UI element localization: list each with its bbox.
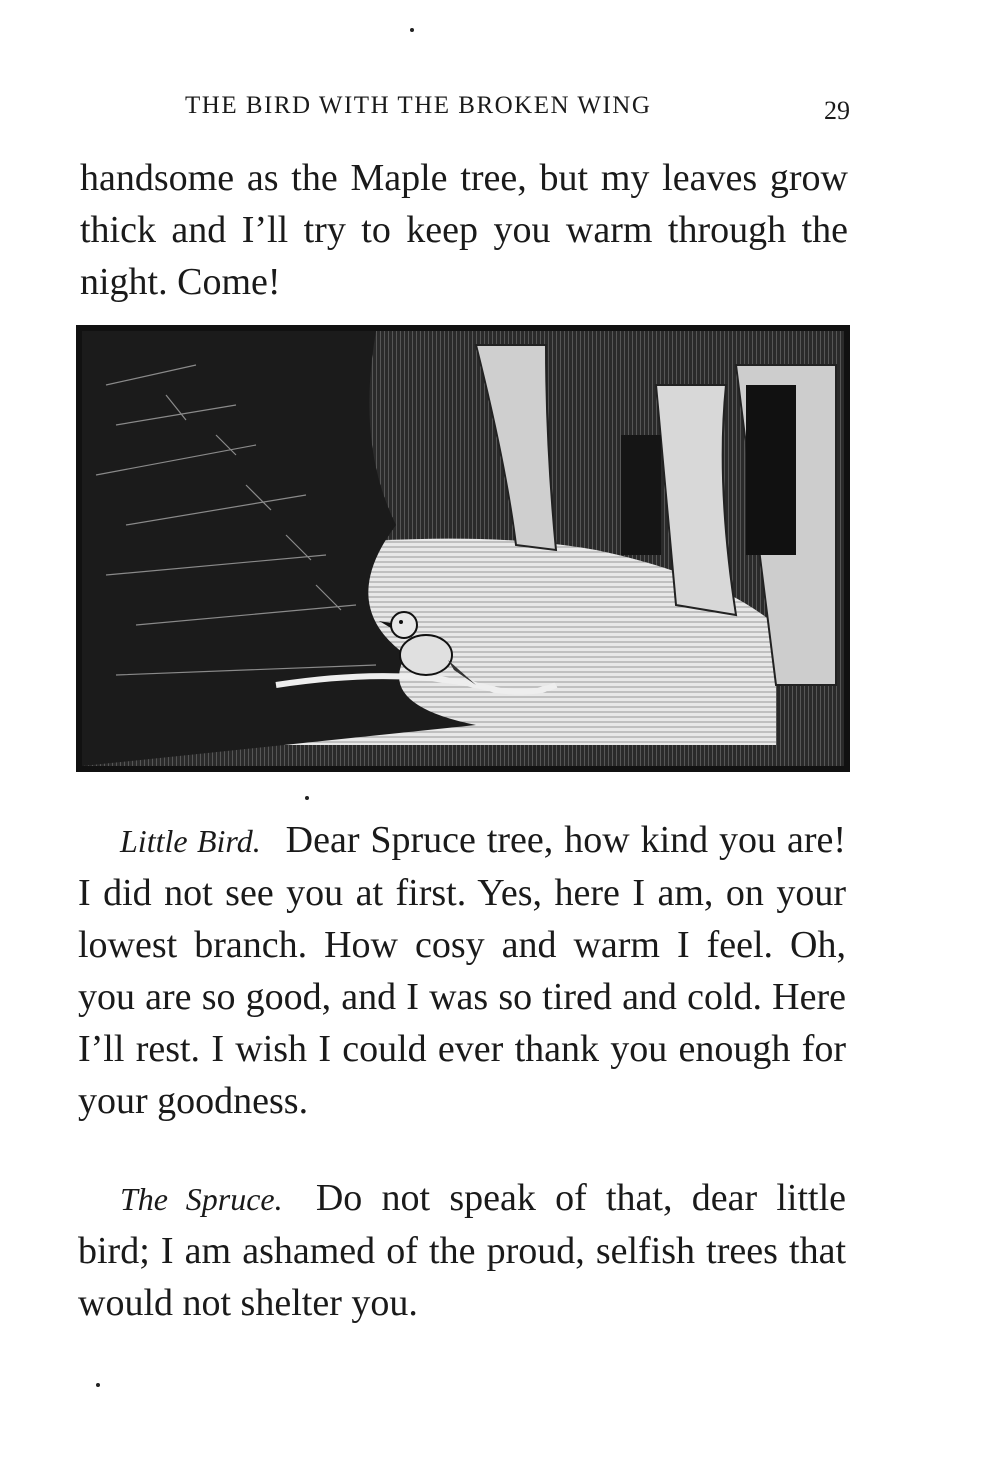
ink-speck bbox=[410, 28, 414, 32]
dialogue-little-bird bbox=[78, 814, 846, 1127]
speaker-name: The Spruce. bbox=[120, 1181, 283, 1217]
paragraph-text: Dear Spruce tree, how kind you are! I did not see you at first. Yes, here I am, on your lowest branch. How cosy and warm I feel. Oh, you are so good, and I was so tired and cold. Here I’ll rest. I wish I could ever thank you enough for your goodness. bbox=[78, 819, 847, 1122]
running-title: THE BIRD WITH THE BROKEN WING bbox=[185, 92, 652, 119]
forest-bird-illustration bbox=[76, 325, 850, 772]
speaker-name: Little Bird. bbox=[120, 823, 261, 859]
dialogue-the-spruce bbox=[78, 1172, 846, 1329]
ink-speck bbox=[305, 796, 309, 800]
page-number: 29 bbox=[824, 96, 850, 125]
paragraph-text: Do not speak of that, dear little bird; I am ashamed of the proud, selfish trees that would not shelter you. bbox=[78, 1177, 847, 1324]
page-header bbox=[185, 92, 865, 132]
paragraph-text: handsome as the Maple tree, but my leaves grow thick and I’ll try to keep you warm through the night. Come! bbox=[80, 157, 848, 303]
paragraph-continued bbox=[80, 152, 848, 308]
ink-speck bbox=[96, 1383, 100, 1387]
